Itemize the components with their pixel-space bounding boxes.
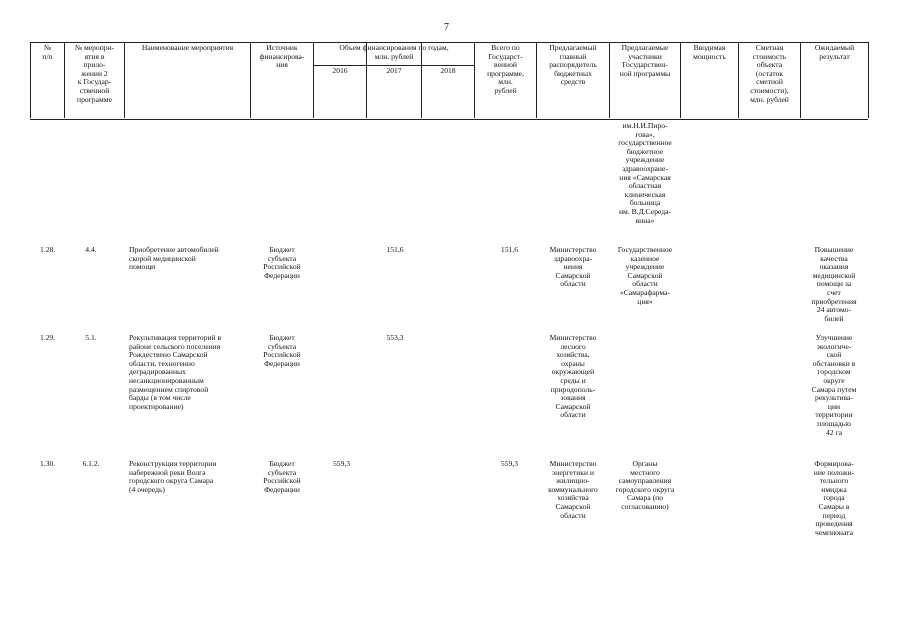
row-source: Бюджет субъекта Российской Федерации [263, 333, 301, 368]
row-admin: Министерство здравоохра- нения Самарской области [549, 245, 597, 289]
row-source: Бюджет субъекта Российской Федерации [263, 245, 301, 280]
header-divider [868, 42, 869, 118]
row-participants: Государственное казенное учреждение Самарской области «Самарафарма- ция» [617, 245, 673, 306]
header-capacity: Вводимая мощность [693, 43, 726, 61]
row-2017: 553,3 [386, 333, 404, 342]
header-year-2016: 2016 [332, 66, 348, 75]
row-result: Повышение качества оказания медицинской помощи за счет приобретения 24 автомо- билей [811, 245, 857, 323]
row-measure: 6.1.2. [82, 459, 100, 468]
header-year-2017: 2017 [386, 66, 402, 75]
header-name: Наименование мероприятия [141, 43, 234, 52]
row-total: 151,6 [500, 245, 518, 254]
row-2016: 559,3 [333, 459, 351, 468]
header-source: Источник финансирова- ния [259, 43, 305, 70]
row-participants: Органы местного самоуправления городского округа Самара (по согласованию) [615, 459, 675, 511]
row-2017: 151,6 [386, 245, 404, 254]
header-total: Всего по Государст- венной программе, млн. рублей [487, 43, 524, 95]
row-name: Приобретение автомобилей скорой медицинской помощи [129, 245, 219, 272]
row-name: Рекультивация территорий в районе сельского поселения Рождествено Самарской области, техногенно деградированных несанкционированным размещением спиртовой барды (в том числе проектирование) [129, 333, 222, 411]
header-year-2018: 2018 [440, 66, 456, 75]
header-cost: Сметная стоимость объекта (остаток сметной стоимости), млн. рублей [750, 43, 789, 104]
row-measure: 4.4. [85, 245, 97, 254]
row-source: Бюджет субъекта Российской Федерации [263, 459, 301, 494]
participants-continuation: им.Н.И.Пиро- гова», государственное бюджетное учреждение здравоохране- ния «Самарская областная клиническая больница им. В.Д.Середа- вина» [618, 121, 672, 225]
row-name: Реконструкция территории набережной реки Волга городского округа Самара (4 очередь) [129, 459, 217, 494]
row-admin: Министерство энергетики и жилищно- коммунального хозяйства Самарской области [548, 459, 598, 520]
row-admin: Министерство лесного хозяйства, охраны окружающей среды и природополь- зования Самарской области [549, 333, 597, 420]
row-result: Формирова- ние положи- тельного имиджа города Самары в период проведения чемпионата [813, 459, 855, 537]
header-num: № п/п [42, 43, 53, 61]
header-participants: Предлагаемые участники Государствен- ной программы [619, 43, 671, 78]
header-admin: Предлагаемый главный распорядитель бюджетных средств [549, 43, 597, 87]
header-result: Ожидаемый результат [814, 43, 855, 61]
row-num: 1.28. [40, 245, 56, 254]
row-result: Улучшение экологиче- ской обстановки в городском округе Самара путем рекультива- ции территории площадью 42 га [811, 333, 857, 437]
row-total: 559,3 [500, 459, 518, 468]
header-financing: Объем финансирования по годам, млн. рублей [339, 43, 449, 61]
header-divider [124, 42, 125, 118]
row-num: 1.29. [40, 333, 56, 342]
header-measure-no: № меропри- ятия в прило- жении 2 к Государ- ственной программе [74, 43, 115, 104]
row-num: 1.30. [40, 459, 56, 468]
row-measure: 5.1. [85, 333, 97, 342]
page-number: 7 [444, 22, 449, 33]
